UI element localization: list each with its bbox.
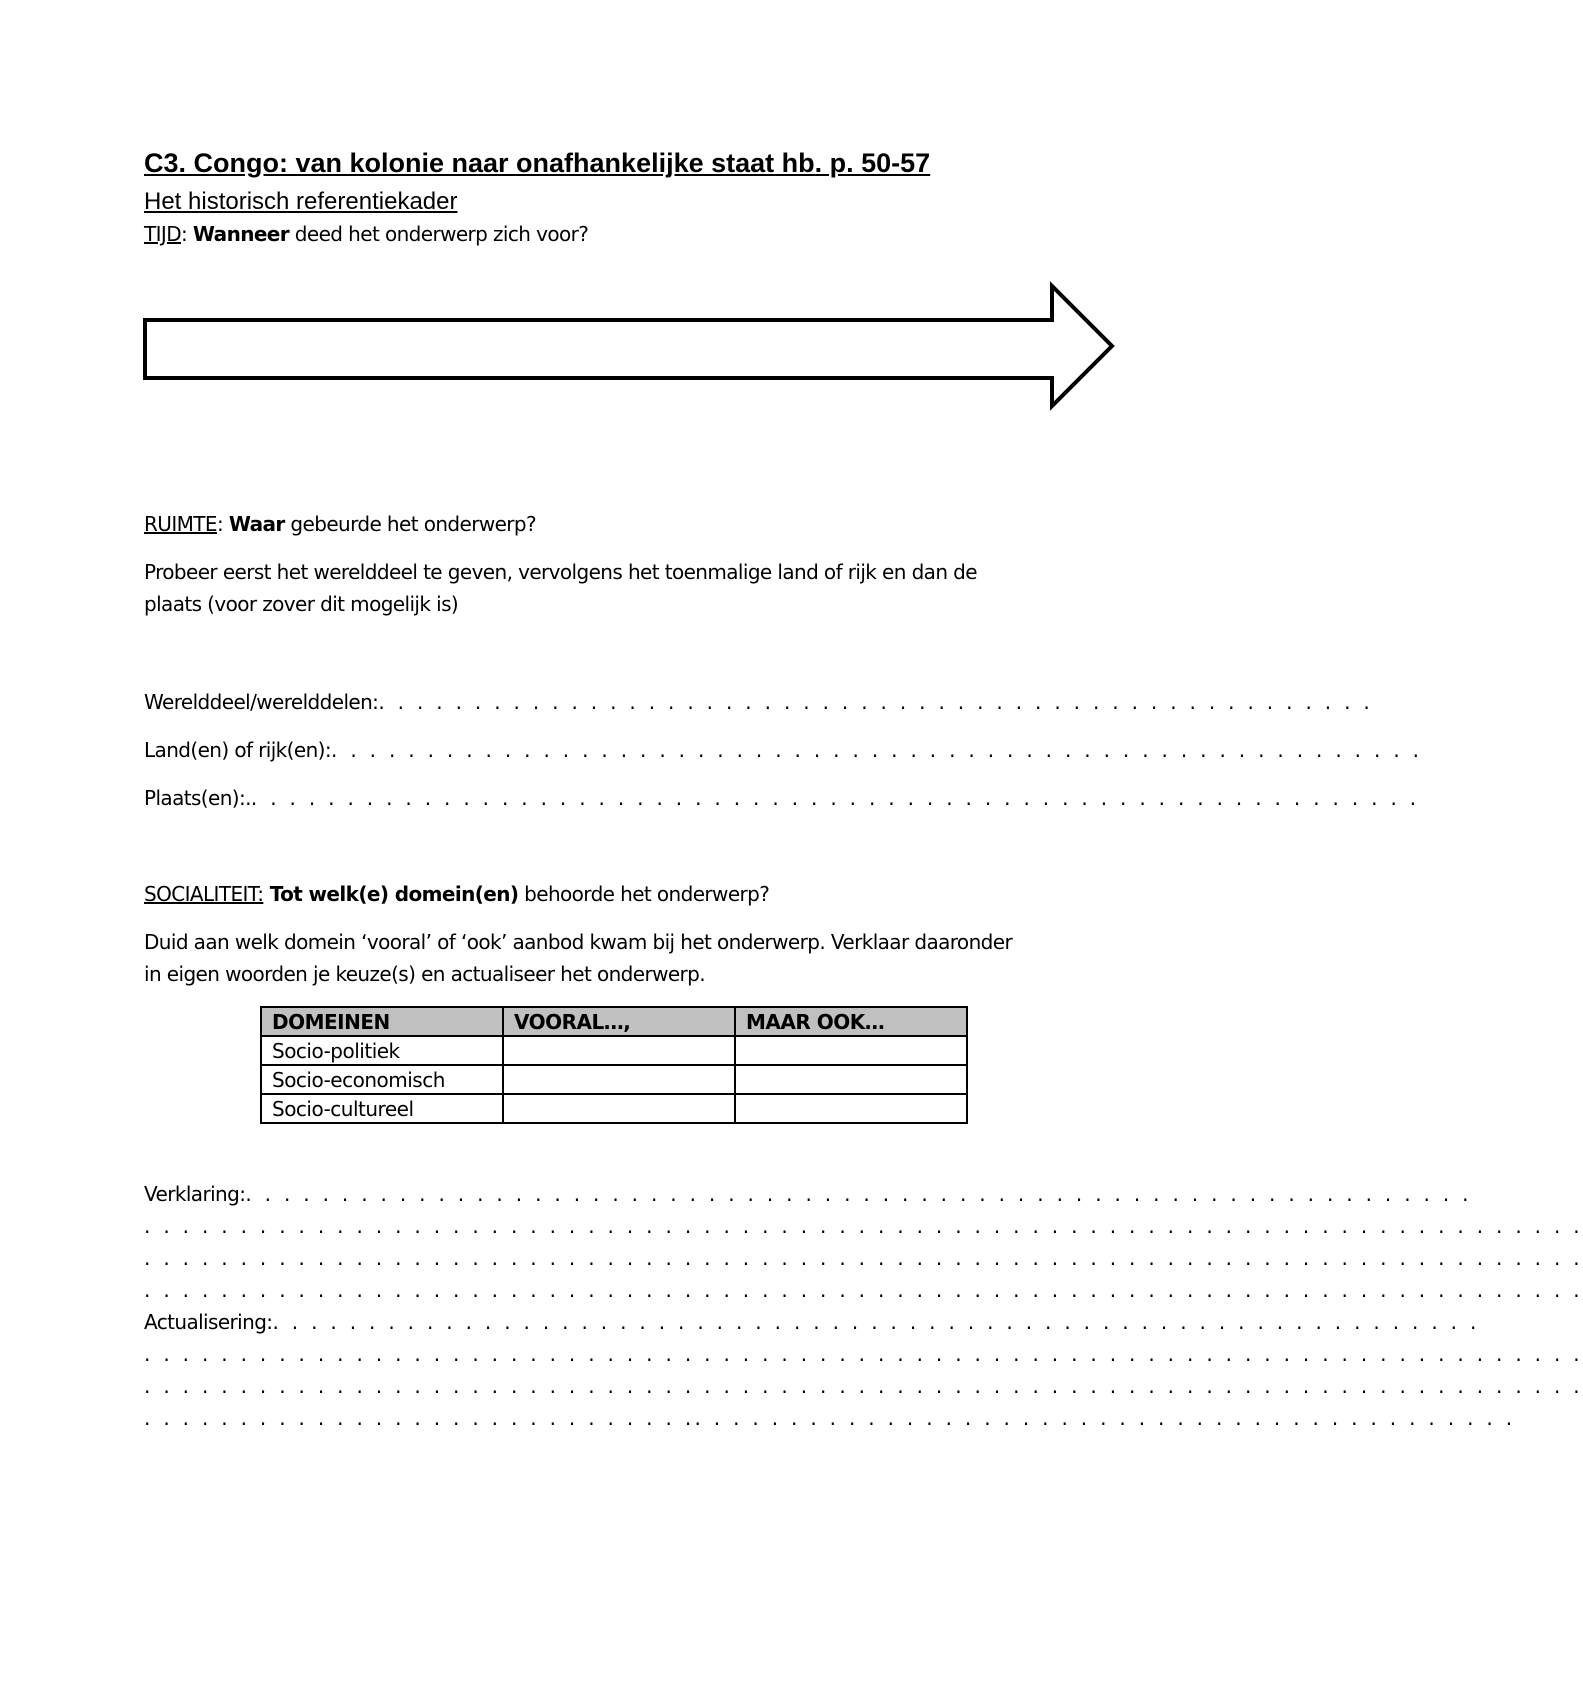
- ruimte-label: RUIMTE: [144, 512, 217, 536]
- table-header-row: [261, 1007, 967, 1036]
- socialiteit-question-bold: Tot welk(e) domein(en): [263, 882, 519, 906]
- header-maar-ook: MAAR OOK…: [735, 1007, 967, 1036]
- page-title: C3. Congo: van kolonie naar onafhankelijke staat hb. p. 50-57: [144, 148, 931, 178]
- field-werelddeel-label: Werelddeel/werelddelen:: [144, 690, 379, 714]
- tijd-question-rest: deed het onderwerp zich voor?: [289, 222, 589, 246]
- field-plaats[interactable]: [144, 786, 1419, 810]
- socialiteit-label: SOCIALITEIT:: [144, 882, 264, 906]
- table-row: [261, 1036, 967, 1065]
- socialiteit-question: [144, 882, 769, 906]
- cell-vooral-socio-economisch[interactable]: [503, 1065, 735, 1094]
- cell-vooral-socio-politiek[interactable]: [503, 1036, 735, 1065]
- row-label-socio-cultureel: Socio-cultureel: [261, 1094, 503, 1123]
- ruimte-instruction-line1: Probeer eerst het werelddeel te geven, vervolgens het toenmalige land of rijk en dan de: [144, 560, 977, 584]
- actualisering-line-3[interactable]: . . . . . . . . . . . . . . . . . . . . . . . . . . . . .. . . . . . . . . . . . . . . . . . . . . . . . . . . . . . . . . . . . . . . . . . .: [144, 1406, 1516, 1430]
- cell-maar-ook-socio-economisch[interactable]: [735, 1065, 967, 1094]
- verklaring-line-1[interactable]: . . . . . . . . . . . . . . . . . . . . . . . . . . . . . . . . . . . . . . . . . . . . . . . . . . . . . . . . . . . . . . . . . . . . . . . . . . .: [144, 1214, 1583, 1238]
- header-vooral: VOORAL…,: [503, 1007, 735, 1036]
- ruimte-question-rest: gebeurde het onderwerp?: [284, 512, 537, 536]
- ruimte-question-bold: Waar: [228, 512, 285, 536]
- field-land-dots: . . . . . . . . . . . . . . . . . . . . . . . . . . . . . . . . . . . . . . . . . . . . . . . . . . . . . . . . .: [331, 738, 1423, 762]
- verklaring-field[interactable]: [144, 1182, 1472, 1206]
- verklaring-label: Verklaring:: [144, 1182, 246, 1206]
- socialiteit-instruction-line1: Duid aan welk domein ‘vooral’ of ‘ook’ aanbod kwam bij het onderwerp. Verklaar daaronder: [144, 930, 1013, 954]
- timeline-arrow: [140, 280, 1120, 414]
- page-subtitle: Het historisch referentiekader: [144, 188, 458, 215]
- header-domeinen: DOMEINEN: [261, 1007, 503, 1036]
- tijd-question: TIJD: Wanneer deed het onderwerp zich voor?: [144, 222, 589, 246]
- verklaring-line-2[interactable]: . . . . . . . . . . . . . . . . . . . . . . . . . . . . . . . . . . . . . . . . . . . . . . . . . . . . . . . . . . . . . . . . . . . . . . . . . . .: [144, 1246, 1583, 1270]
- table-row: [261, 1094, 967, 1123]
- ruimte-question: RUIMTE: Waar gebeurde het onderwerp?: [144, 512, 537, 536]
- cell-maar-ook-socio-politiek[interactable]: [735, 1036, 967, 1065]
- tijd-question-bold: Wanneer: [192, 222, 290, 246]
- actualisering-line-1[interactable]: . . . . . . . . . . . . . . . . . . . . . . . . . . . . . . . . . . . . . . . . . . . . . . . . . . . . . . . . . . . . . . . . . . . . . . . . . . .: [144, 1342, 1583, 1366]
- actualisering-label: Actualisering:: [144, 1310, 273, 1334]
- socialiteit-instruction-line2: in eigen woorden je keuze(s) en actualiseer het onderwerp.: [144, 962, 706, 986]
- cell-vooral-socio-cultureel[interactable]: [503, 1094, 735, 1123]
- verklaring-line-3[interactable]: . . . . . . . . . . . . . . . . . . . . . . . . . . . . . . . . . . . . . . . . . . . . . . . . . . . . . . . . . . . . . . . . . . . . . . . . . . .: [144, 1278, 1583, 1302]
- cell-maar-ook-socio-cultureel[interactable]: [735, 1094, 967, 1123]
- row-label-socio-economisch: Socio-economisch: [261, 1065, 503, 1094]
- ruimte-instruction-line2: plaats (voor zover dit mogelijk is): [144, 592, 459, 616]
- field-werelddeel[interactable]: [144, 690, 1373, 714]
- actualisering-first-dots: . . . . . . . . . . . . . . . . . . . . . . . . . . . . . . . . . . . . . . . . . . . . . . . . . . . . . . . . . . . . . . .: [272, 1310, 1480, 1334]
- field-werelddeel-dots: . . . . . . . . . . . . . . . . . . . . . . . . . . . . . . . . . . . . . . . . . . . . . . . . . . . .: [378, 690, 1374, 714]
- row-label-socio-politiek: Socio-politiek: [261, 1036, 503, 1065]
- field-plaats-dots: . . . . . . . . . . . . . . . . . . . . . . . . . . . . . . . . . . . . . . . . . . . . . . . . . . . . . . . . . . . . .: [250, 786, 1420, 810]
- domains-table: [260, 1006, 968, 1124]
- actualisering-field[interactable]: [144, 1310, 1480, 1334]
- tijd-label: TIJD: [144, 222, 182, 246]
- field-land[interactable]: [144, 738, 1422, 762]
- socialiteit-question-rest: behoorde het onderwerp?: [518, 882, 770, 906]
- table-row: [261, 1065, 967, 1094]
- actualisering-line-2[interactable]: . . . . . . . . . . . . . . . . . . . . . . . . . . . . . . . . . . . . . . . . . . . . . . . . . . . . . . . . . . . . . . . . . . . . . . . . . . .: [144, 1374, 1583, 1398]
- field-land-label: Land(en) of rijk(en):: [144, 738, 331, 762]
- field-plaats-label: Plaats(en):.: [144, 786, 251, 810]
- verklaring-first-dots: . . . . . . . . . . . . . . . . . . . . . . . . . . . . . . . . . . . . . . . . . . . . . . . . . . . . . . . . . . . . . . . .: [245, 1182, 1472, 1206]
